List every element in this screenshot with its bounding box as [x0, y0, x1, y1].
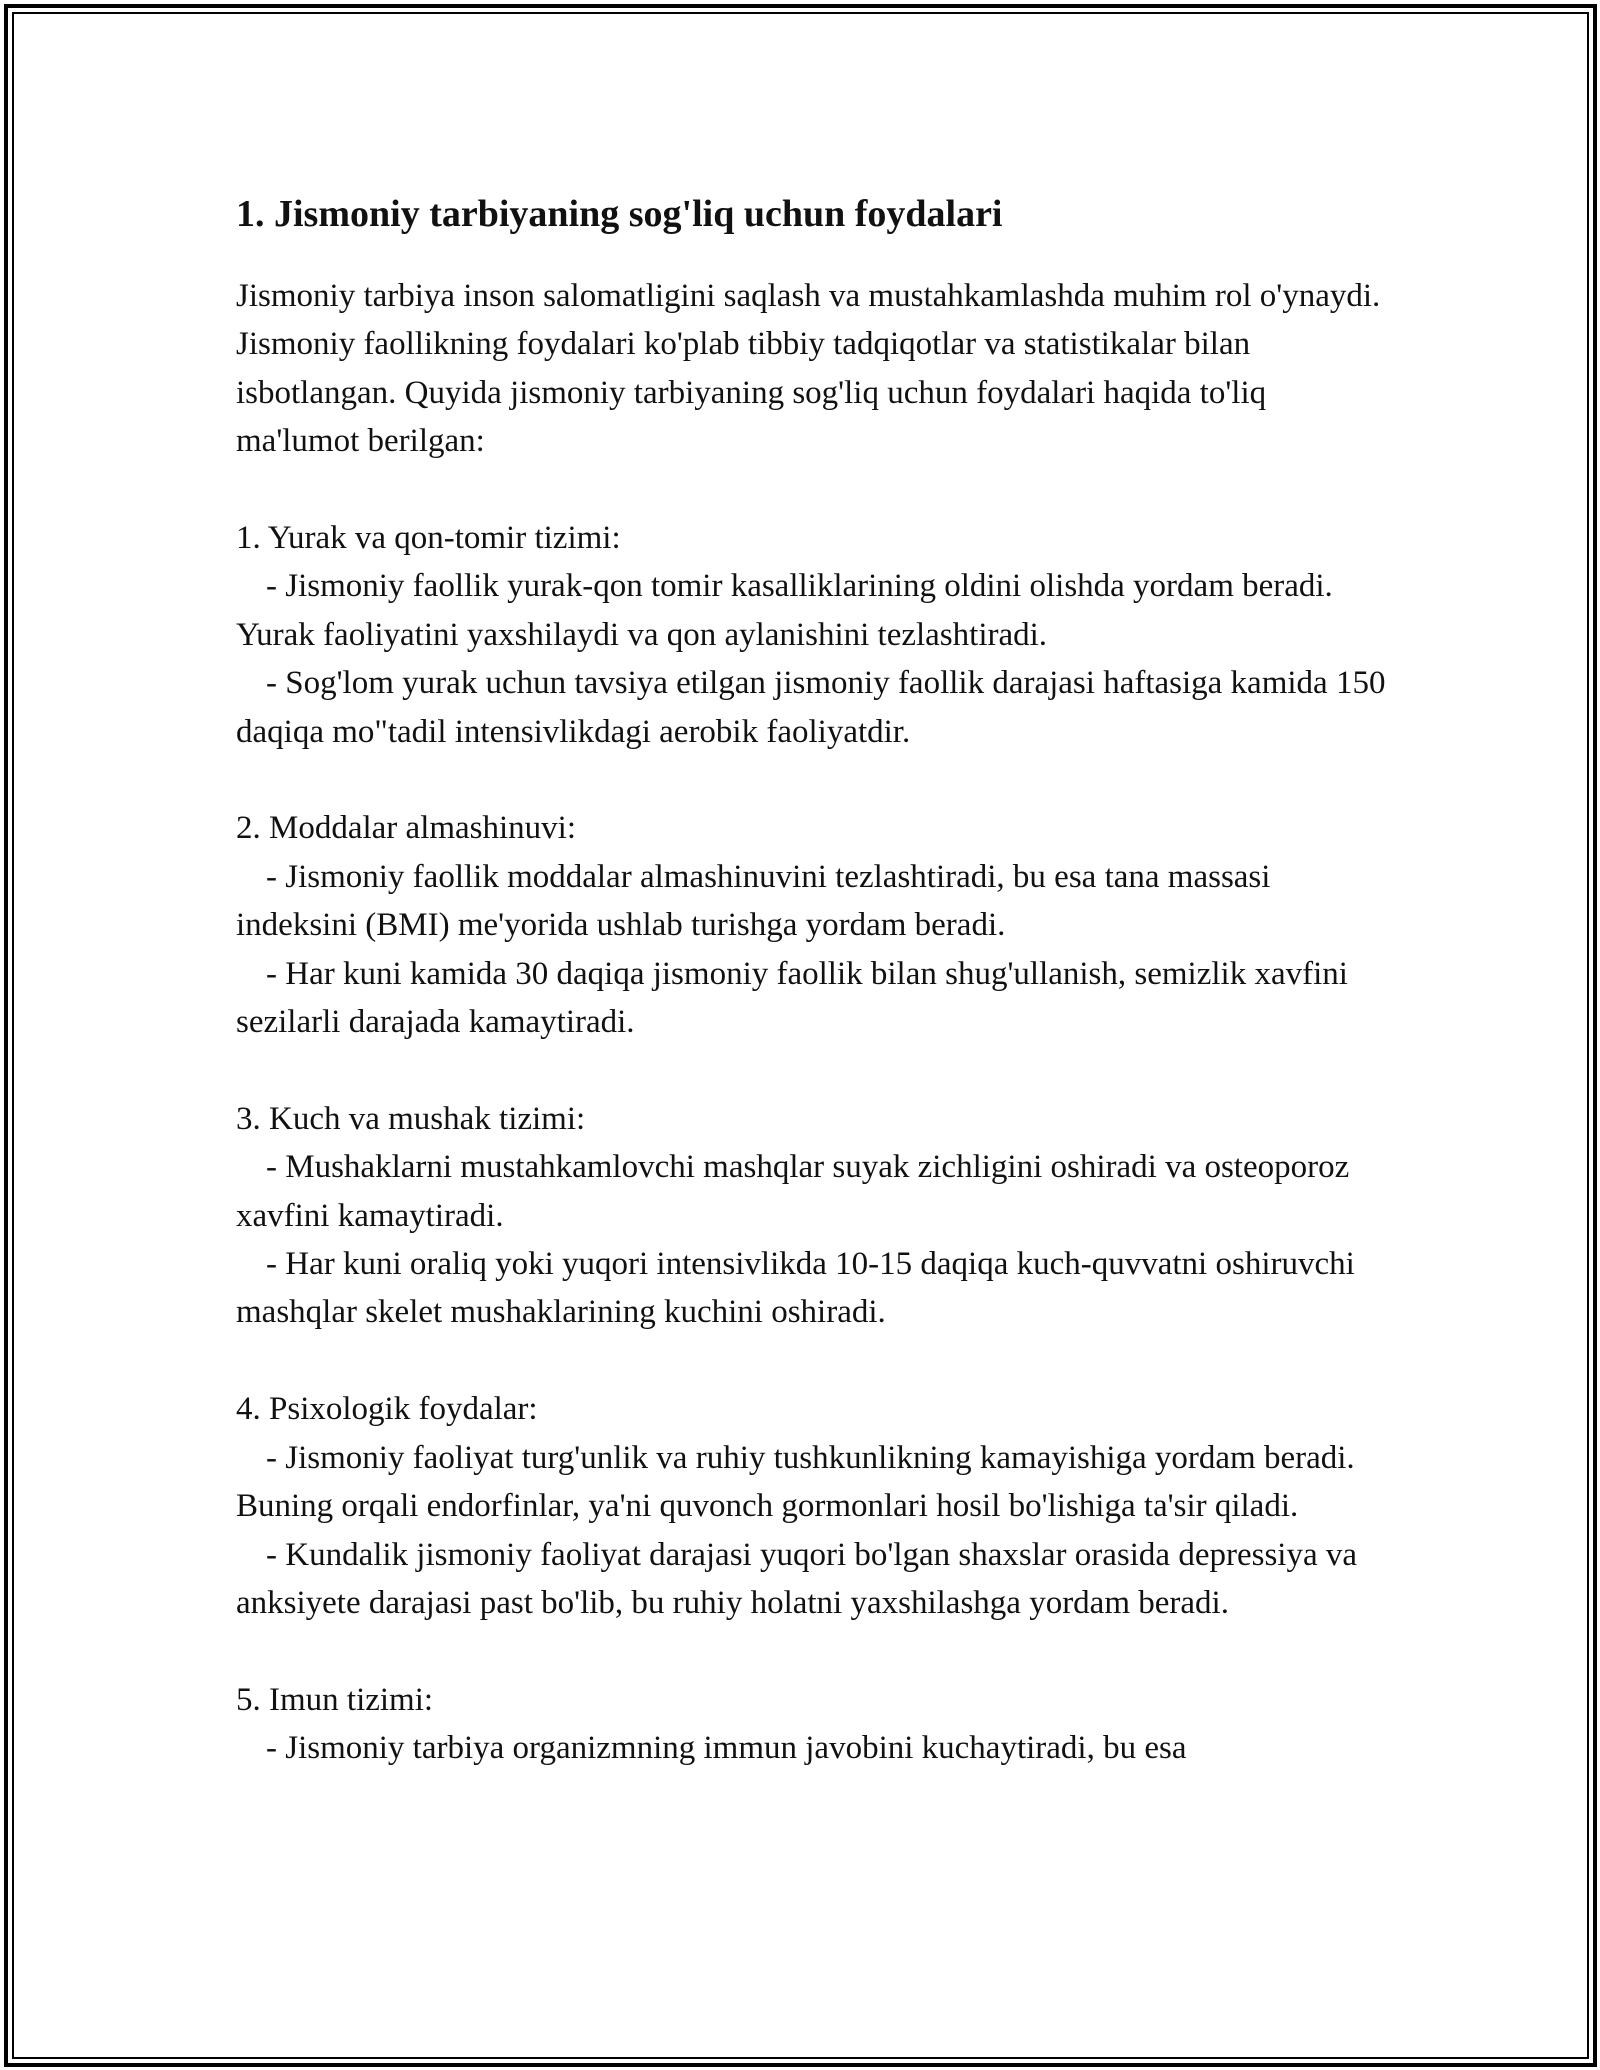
section-title: 4. Psixologik foydalar:	[236, 1391, 538, 1428]
section-item: - Jismoniy faollik moddalar almashinuvini tezlashtiradi, bu esa tana massasi indeksini (BMI) me'yorida ushlab turishga yordam beradi.	[236, 858, 1279, 944]
section-title: 3. Kuch va mushak tizimi:	[236, 1100, 586, 1137]
section-item: - Kundalik jismoniy faoliyat darajasi yuqori bo'lgan shaxslar orasida depressiya va anksiyete darajasi past bo'lib, bu ruhiy holatni yaxshilashga yordam beradi.	[236, 1536, 1366, 1621]
spacer	[236, 1337, 1386, 1385]
spacer	[236, 1627, 1386, 1675]
section-title: 2. Moddalar almashinuvi:	[236, 810, 577, 847]
intro-paragraph: Jismoniy tarbiya inson salomatligini saqlash va mustahkamlashda muhim rol o'ynaydi. Jismoniy faollikning foydalari ko'plab tibbiy tadqiqotlar va statistikalar bilan isbotlangan. Quyida jismoniy tarbiyaning sog'liq uchun foydalari haqida to'liq ma'lumot berilgan:	[236, 278, 1389, 460]
section-item: - Jismoniy tarbiya organizmning immun javobini kuchaytiradi, bu esa	[266, 1730, 1187, 1767]
spacer	[236, 1046, 1386, 1094]
section-item: - Mushaklarni mustahkamlovchi mashqlar suyak zichligini oshiradi va osteoporoz xavfini kamaytiradi.	[236, 1149, 1358, 1234]
section-item: - Jismoniy faollik yurak-qon tomir kasalliklarining oldini olishda yordam beradi. Yurak faoliyatini yaxshilaydi va qon aylanishini tezlashtiradi.	[236, 568, 1340, 653]
spacer	[236, 466, 1386, 514]
section-title: 1. Yurak va qon-tomir tizimi:	[236, 520, 621, 557]
section-item: - Jismoniy faoliyat turg'unlik va ruhiy tushkunlikning kamayishiga yordam beradi. Buning orqali endorfinlar, ya'ni quvonch gormonlari hosil bo'lishiga ta'sir qiladi.	[236, 1439, 1363, 1525]
document-body	[236, 190, 1394, 1773]
section-item: - Har kuni kamida 30 daqiqa jismoniy faollik bilan shug'ullanish, semizlik xavfini sezilarli darajada kamaytiradi.	[236, 955, 1357, 1041]
spacer	[236, 756, 1386, 804]
section-item: - Sog'lom yurak uchun tavsiya etilgan jismoniy faollik darajasi haftasiga kamida 150 daqiqa mo"tadil intensivlikdagi aerobik faoliyatdir.	[236, 665, 1394, 750]
section-title: 5. Imun tizimi:	[236, 1681, 434, 1718]
section-item: - Har kuni oraliq yoki yuqori intensivlikda 10-15 daqiqa kuch-quvvatni oshiruvchi mashqlar skelet mushaklarining kuchini oshiradi.	[236, 1246, 1364, 1331]
document-heading: 1. Jismoniy tarbiyaning sog'liq uchun foydalari	[236, 193, 1003, 235]
